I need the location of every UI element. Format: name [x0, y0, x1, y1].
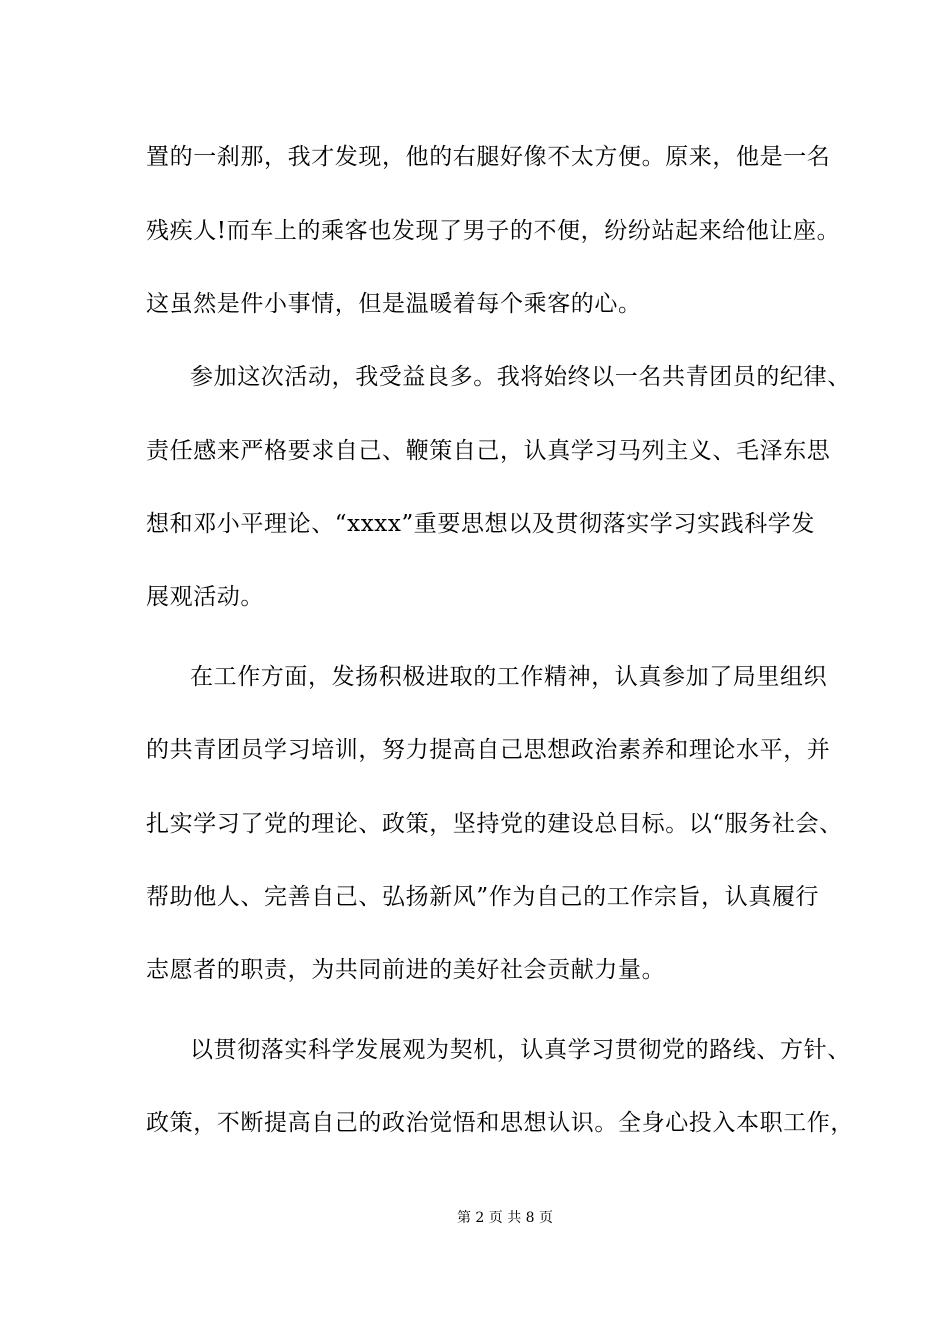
paragraph-3-line-1: 在工作方面，发扬积极进取的工作精神，认真参加了局里组织	[190, 664, 828, 690]
paragraph-4-line-2: 政策，不断提高自己的政治觉悟和思想认识。全身心投入本职工作，	[146, 1110, 854, 1136]
paragraph-3-line-2: 的共青团员学习培训，努力提高自己思想政治素养和理论水平，并	[146, 737, 831, 763]
paragraph-2-line-2: 责任感来严格要求自己、鞭策自己，认真学习马列主义、毛泽东思	[146, 438, 831, 464]
paragraph-1-line-2: 残疾人!而车上的乘客也发现了男子的不便，纷纷站起来给他让座。	[146, 218, 841, 244]
paragraph-3-line-5: 志愿者的职责，为共同前进的美好社会贡献力量。	[146, 957, 666, 983]
paragraph-3-line-3: 扎实学习了党的理论、政策，坚持党的建设总目标。以“服务社会、	[146, 811, 843, 837]
paragraph-2-line-3: 想和邓小平理论、“xxxx”重要思想以及贯彻落实学习实践科学发	[146, 511, 816, 537]
paragraph-3-line-4: 帮助他人、完善自己、弘扬新风”作为自己的工作宗旨，认真履行	[146, 884, 820, 910]
paragraph-1-line-3: 这虽然是件小事情，但是温暖着每个乘客的心。	[146, 291, 642, 317]
paragraph-4-line-1: 以贯彻落实科学发展观为契机，认真学习贯彻党的路线、方针、	[190, 1037, 851, 1063]
paragraph-2-line-1: 参加这次活动，我受益良多。我将始终以一名共青团员的纪律、	[190, 364, 851, 390]
page-number: 第 2 页 共 8 页	[456, 1210, 554, 1226]
paragraph-1-line-1: 置的一刹那，我才发现，他的右腿好像不太方便。原来，他是一名	[146, 144, 831, 170]
paragraph-2-line-4: 展观活动。	[146, 584, 264, 610]
page-footer	[0, 1208, 950, 1228]
